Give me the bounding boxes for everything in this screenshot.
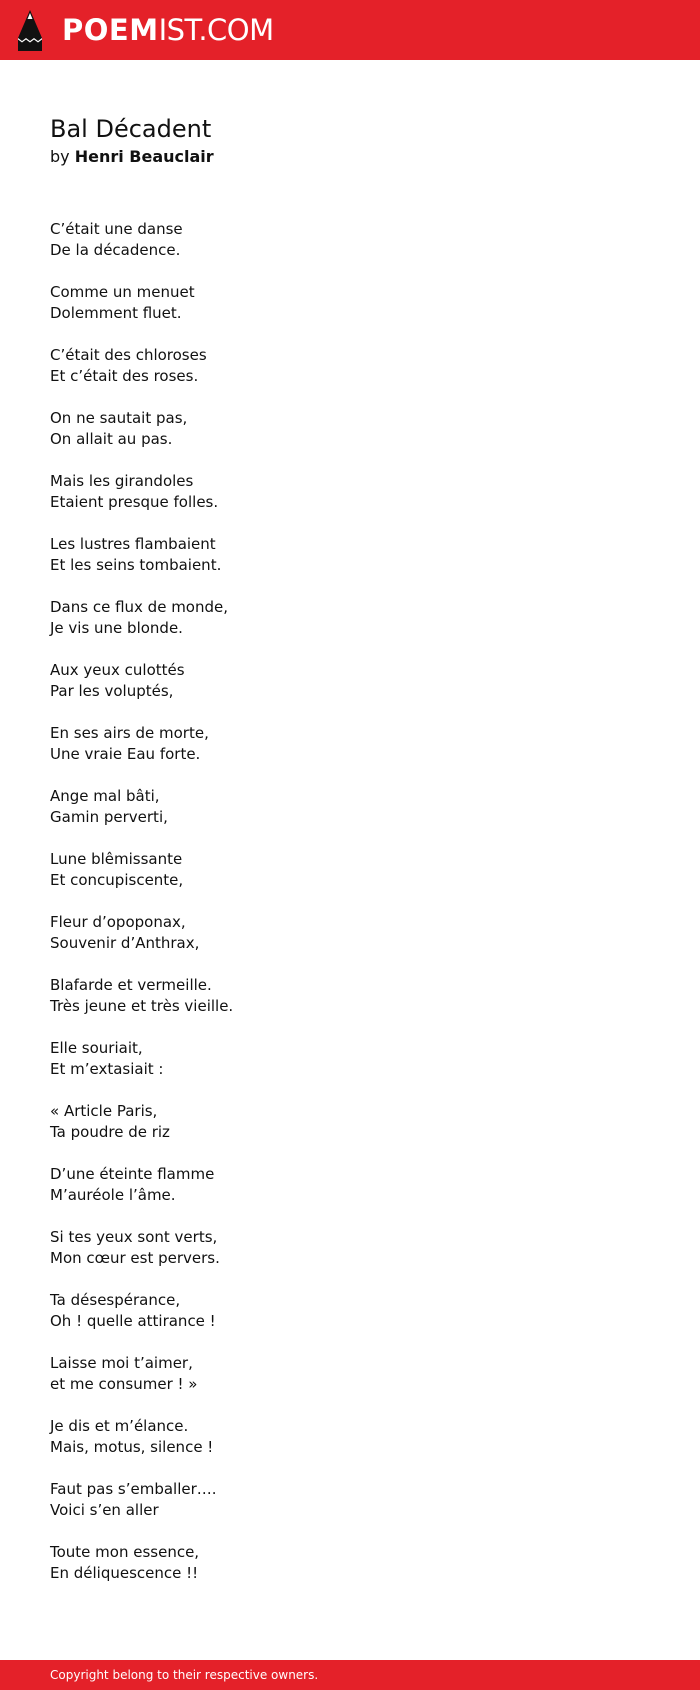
poem-line: Mon cœur est pervers.: [50, 1249, 220, 1267]
poem-line: Et c’était des roses.: [50, 367, 199, 385]
poem-line: En déliquescence !!: [50, 1564, 199, 1582]
author-name: Henri Beauclair: [74, 147, 214, 166]
stanza: [50, 1101, 650, 1164]
stanza: [50, 1038, 650, 1101]
poem-line: Par les voluptés,: [50, 682, 174, 700]
stanza: [50, 723, 650, 786]
poem-line: Souvenir d’Anthrax,: [50, 934, 200, 952]
poem-line: Mais les girandoles: [50, 472, 194, 490]
stanza: [50, 345, 650, 408]
stanza: [50, 1542, 650, 1605]
stanza: [50, 1353, 650, 1416]
logo-light-text: IST.COM: [158, 13, 274, 47]
poem-line: En ses airs de morte,: [50, 724, 209, 742]
poem-line: Mais, motus, silence !: [50, 1438, 214, 1456]
stanza: [50, 534, 650, 597]
poem-line: Aux yeux culottés: [50, 661, 185, 679]
poem-line: et me consumer ! »: [50, 1375, 198, 1393]
stanza: [50, 219, 650, 282]
site-logo[interactable]: [62, 11, 274, 49]
site-header: [0, 0, 700, 60]
stanza: [50, 786, 650, 849]
poem-line: Oh ! quelle attirance !: [50, 1312, 216, 1330]
stanza: [50, 471, 650, 534]
stanza: [50, 975, 650, 1038]
poem-line: Comme un menuet: [50, 283, 195, 301]
stanza: [50, 1416, 650, 1479]
poem-line: De la décadence.: [50, 241, 181, 259]
poem-line: Et concupiscente,: [50, 871, 184, 889]
pencil-tip-icon[interactable]: [17, 10, 43, 52]
poem-line: On allait au pas.: [50, 430, 173, 448]
poem-line: Je dis et m’élance.: [50, 1417, 189, 1435]
poem-line: Dolemment fluet.: [50, 304, 182, 322]
poem-line: Ange mal bâti,: [50, 787, 160, 805]
poem-title: Bal Décadent: [50, 115, 212, 143]
poem-line: « Article Paris,: [50, 1102, 158, 1120]
poem-line: D’une éteinte flamme: [50, 1165, 215, 1183]
poem-line: Laisse moi t’aimer,: [50, 1354, 193, 1372]
poem-heading: [50, 114, 650, 168]
stanza: [50, 1479, 650, 1542]
stanza: [50, 1290, 650, 1353]
poem-line: Une vraie Eau forte.: [50, 745, 201, 763]
poem-line: On ne sautait pas,: [50, 409, 188, 427]
stanza: [50, 1227, 650, 1290]
poem-line: Très jeune et très vieille.: [50, 997, 234, 1015]
poem-line: Les lustres flambaient: [50, 535, 216, 553]
stanza: [50, 597, 650, 660]
stanza: [50, 282, 650, 345]
poem-line: Gamin perverti,: [50, 808, 168, 826]
logo-bold-text: POEM: [62, 13, 159, 47]
poem-line: Je vis une blonde.: [50, 619, 183, 637]
poem-line: Voici s’en aller: [50, 1501, 159, 1519]
poem-line: Si tes yeux sont verts,: [50, 1228, 218, 1246]
poem-line: M’auréole l’âme.: [50, 1186, 176, 1204]
poem-line: Et les seins tombaient.: [50, 556, 222, 574]
byline: [50, 146, 650, 168]
stanza: [50, 849, 650, 912]
poem-line: Blafarde et vermeille.: [50, 976, 212, 994]
poem-line: Etaient presque folles.: [50, 493, 219, 511]
poem-line: Fleur d’opoponax,: [50, 913, 186, 931]
poem-line: Ta poudre de riz: [50, 1123, 170, 1141]
by-label: by: [50, 147, 70, 166]
poem-line: C’était une danse: [50, 220, 183, 238]
poem-line: Faut pas s’emballer….: [50, 1480, 217, 1498]
stanza: [50, 1164, 650, 1227]
poem-line: Dans ce flux de monde,: [50, 598, 229, 616]
stanza: [50, 408, 650, 471]
site-footer: [0, 1660, 700, 1690]
poem-line: C’était des chloroses: [50, 346, 207, 364]
poem-line: Ta désespérance,: [50, 1291, 181, 1309]
poem-line: Toute mon essence,: [50, 1543, 200, 1561]
poem-body: [50, 219, 650, 1605]
poem-line: Elle souriait,: [50, 1039, 143, 1057]
stanza: [50, 660, 650, 723]
stanza: [50, 912, 650, 975]
poem-line: Lune blêmissante: [50, 850, 183, 868]
copyright-text: Copyright belong to their respective owners.: [50, 1668, 319, 1682]
poem-line: Et m’extasiait :: [50, 1060, 164, 1078]
